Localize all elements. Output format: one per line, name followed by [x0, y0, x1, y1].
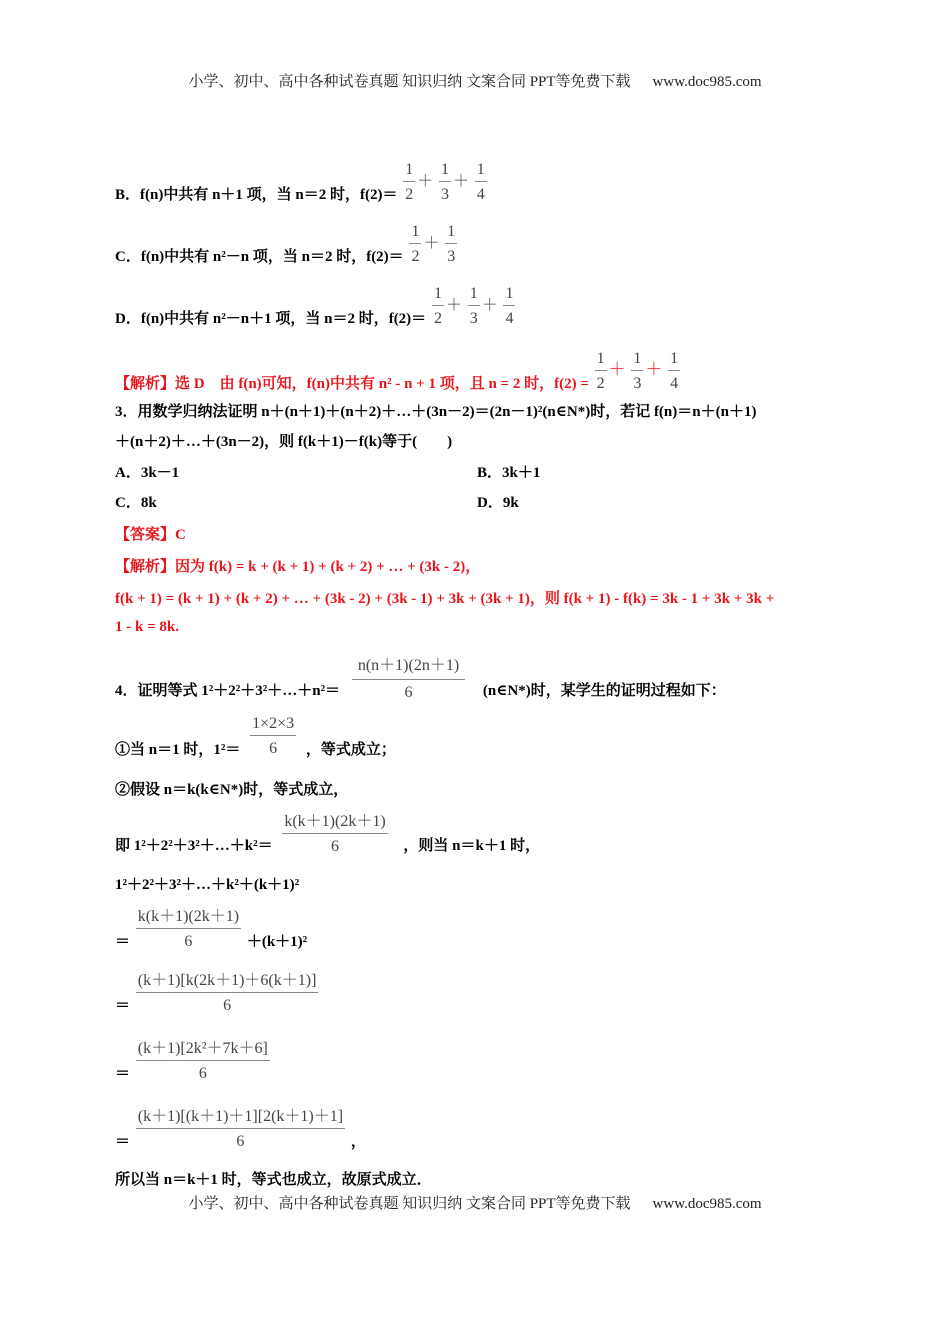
q2-option-b: B．f(n)中共有 n＋1 项，当 n＝2 时，f(2)＝ $\frac{1}{2}$ ＋ $\frac{1}{3}$ ＋ $\frac{1}{4}$ — [115, 161, 485, 204]
footer-site: www.doc985.com — [652, 1196, 762, 1212]
q2-analysis: 【解析】选 D 由 f(n)可知，f(n)中共有 n² - n + 1 项，且 n = 2 时，f(2) = $\frac{1}{2}$ ＋ $\frac{1}{3}$ ＋ $\frac{1}{4}$ — [115, 350, 679, 393]
option-label: A． — [115, 465, 141, 481]
q3-analysis-line2: f(k + 1) = (k + 1) + (k + 2) + … + (3k - 2) + (3k - 1) + 3k + (3k + 1)，则 f(k + 1) - f(k) = 3k - 1 + 3k + 3k + — [115, 591, 775, 607]
fraction: $\frac{1}{2}$ — [433, 285, 442, 328]
option-text: f(n)中共有 n＋1 项，当 n＝2 时，f(2)＝ — [140, 187, 398, 204]
q4-eq3: ＝ $\frac{\text{(k＋1)[2k²＋7k＋6]}}{6}$ — [115, 1034, 272, 1083]
step-text: ①当 n＝1 时，1²＝ — [115, 742, 241, 758]
q3-answer: 【答案】C — [115, 527, 186, 543]
stem-text: 4．证明等式 1²＋2²＋3²＋…＋n²＝ — [115, 682, 341, 699]
eq-tail: ＋(k＋1)² — [246, 934, 308, 950]
option-label: D． — [477, 495, 503, 511]
option-label: D． — [115, 311, 141, 328]
q4-step4: 1²＋2²＋3²＋…＋k²＋(k＋1)² — [115, 877, 300, 893]
fraction: $\frac{1}{2}$ — [596, 350, 605, 393]
q3-option-a — [115, 461, 179, 482]
option-value: 3k＋1 — [502, 465, 541, 481]
q4-step2: ②假设 n＝k(k∈N*)时，等式成立， — [115, 782, 349, 798]
stem-text: (n∈N*)时，某学生的证明过程如下： — [482, 682, 726, 699]
q4-step3 — [115, 808, 540, 856]
eq-tail: ， — [350, 1134, 366, 1150]
fraction: $\frac{k(k+1)(2k+1)}{6}$ — [282, 808, 387, 856]
fraction: $\frac{1}{4}$ — [670, 350, 679, 393]
q3-option-b — [477, 461, 540, 482]
q4-eq4: ＝ $\frac{(k+1)[(k+1)+1][2(k+1)+1]}{6}$ ， — [115, 1102, 366, 1151]
fraction: $\frac{1}{3}$ — [447, 223, 456, 266]
option-label: C． — [115, 249, 141, 266]
step-text: ，等式成立； — [305, 742, 396, 758]
q3-analysis-line1: 【解析】因为 f(k) = k + (k + 1) + (k + 2) + … + (3k - 2)， — [115, 559, 481, 575]
q3-option-d — [477, 491, 519, 512]
page-header — [0, 70, 950, 91]
option-value: 8k — [140, 495, 157, 511]
fraction: $\frac{1}{2}$ — [405, 161, 414, 204]
q3-stem-line1: 3．用数学归纳法证明 n＋(n＋1)＋(n＋2)＋…＋(3n－2)＝(2n－1)²(n∈N*)时，若记 f(n)＝n＋(n＋1) — [115, 404, 757, 420]
q4-conclusion: 所以当 n＝k＋1 时，等式也成立，故原式成立． — [115, 1172, 432, 1188]
fraction: $\frac{\text{(k＋1)[2k²＋7k＋6]}}{6}$ — [136, 1035, 270, 1083]
q4-eq1: ＝ $\frac{k(k+1)(2k+1)}{6}$ ＋(k＋1)² — [115, 902, 307, 951]
page-footer — [0, 1192, 950, 1213]
fraction: $\frac{1\times 2\times 3}{6}$ — [252, 715, 295, 757]
footer-text: 小学、初中、高中各种试卷真题 知识归纳 文案合同 PPT等免费下载 — [188, 1196, 631, 1212]
fraction: $\frac{n(n+1)(2n+1)}{6}$ — [352, 652, 465, 702]
option-text: f(n)中共有 n²－n＋1 项，当 n＝2 时，f(2)＝ — [140, 311, 427, 328]
q4-stem — [115, 652, 726, 702]
option-text: f(n)中共有 n²－n 项，当 n＝2 时，f(2)＝ — [140, 249, 404, 266]
analysis-text: 【解析】选 D 由 f(n)可知，f(n)中共有 n² - n + 1 项，且 n = 2 时，f(2) = — [115, 376, 589, 393]
header-site: www.doc985.com — [652, 74, 762, 90]
option-value: 3k－1 — [140, 465, 180, 481]
option-value: 9k — [502, 495, 519, 511]
step-text: 即 1²＋2²＋3²＋…＋k²＝ — [115, 837, 273, 854]
fraction: $\frac{1}{2}$ — [411, 223, 420, 266]
fraction: $\frac{k(k+1)(2k+1)}{6}$ — [136, 903, 241, 951]
q3-option-c — [115, 491, 157, 512]
step-text: ，则当 n＝k＋1 时， — [403, 837, 541, 854]
q4-step1 — [115, 714, 396, 759]
fraction: $\frac{1}{3}$ — [469, 285, 478, 328]
fraction: $\frac{1}{4}$ — [476, 161, 485, 204]
option-label: B． — [115, 187, 141, 204]
option-label: B． — [477, 465, 503, 481]
q4-eq2: ＝ $\frac{(k+1)[k(2k+1)+6(k+1)]}{6}$ — [115, 966, 320, 1015]
fraction: $\frac{1}{3}$ — [633, 350, 642, 393]
option-label: C． — [115, 495, 141, 511]
fraction: $\frac{(k+1)[(k+1)+1][2(k+1)+1]}{6}$ — [136, 1103, 345, 1151]
fraction: $\frac{1}{4}$ — [505, 285, 514, 328]
fraction: $\frac{1}{3}$ — [441, 161, 450, 204]
fraction: $\frac{(k+1)[k(2k+1)+6(k+1)]}{6}$ — [136, 967, 319, 1015]
q3-stem-line2: ＋(n＋2)＋…＋(3n－2)，则 f(k＋1)－f(k)等于( ) — [115, 434, 453, 450]
q2-option-d: D．f(n)中共有 n²－n＋1 项，当 n＝2 时，f(2)＝ $\frac{1}{2}$ ＋ $\frac{1}{3}$ ＋ $\frac{1}{4}$ — [115, 285, 514, 328]
header-text: 小学、初中、高中各种试卷真题 知识归纳 文案合同 PPT等免费下载 — [188, 74, 631, 90]
q2-option-c: C．f(n)中共有 n²－n 项，当 n＝2 时，f(2)＝ $\frac{1}{2}$ ＋ $\frac{1}{3}$ — [115, 223, 456, 266]
q3-analysis-line3: 1 - k = 8k. — [115, 619, 179, 635]
